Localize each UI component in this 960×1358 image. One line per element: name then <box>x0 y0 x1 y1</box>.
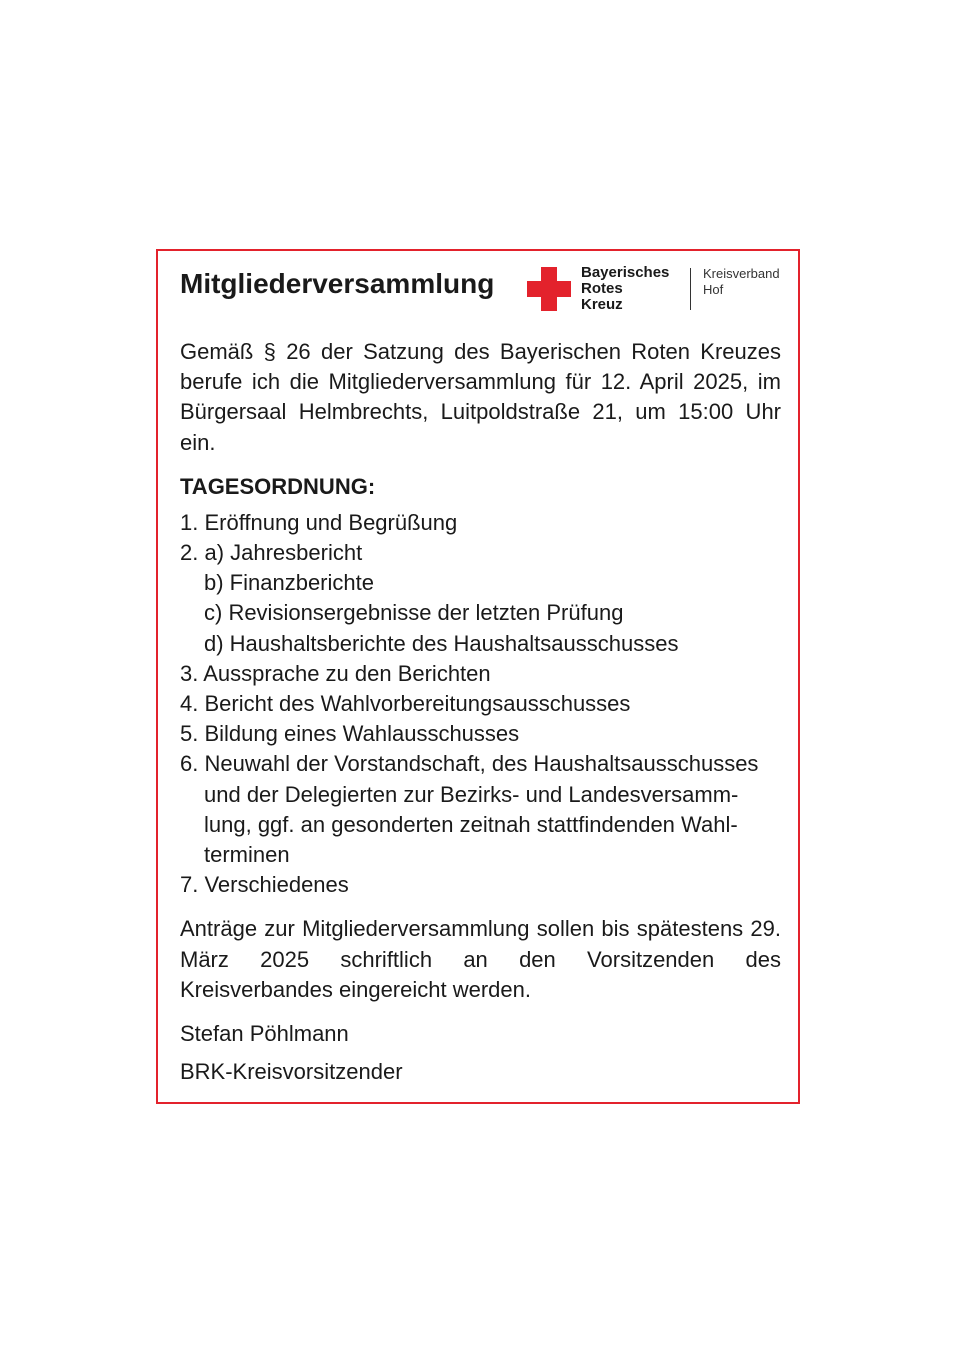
logo-unit-line1: Kreisverband <box>703 266 780 281</box>
logo-divider <box>690 268 691 310</box>
agenda-item-2d: d) Haushaltsberichte des Haushaltsausschusses <box>204 630 679 656</box>
red-cross-icon <box>527 267 571 311</box>
brk-logo <box>527 265 793 313</box>
agenda-item-6-cont-3: terminen <box>204 842 290 868</box>
intro-paragraph: Gemäß § 26 der Satzung des Bayerischen Roten Kreuzes berufe ich die Mitgliederversammlung für 12. April 2025, im Bürgersaal Helmbrechts, Luitpoldstraße 21, um 15:00 Uhr ein. <box>180 339 781 455</box>
agenda-item-6-cont-1: und der Delegierten zur Bezirks- und Landesversamm- <box>204 781 739 807</box>
agenda-item-1: 1. Eröffnung und Begrüßung <box>180 509 458 535</box>
agenda-item-5: 5. Bildung eines Wahlausschusses <box>180 721 520 747</box>
logo-unit-name <box>703 266 780 298</box>
agenda-item-7: 7. Verschiedenes <box>180 872 349 898</box>
agenda-item-2b: b) Finanzberichte <box>204 570 374 596</box>
logo-org-name <box>581 265 669 313</box>
agenda-heading: TAGESORDNUNG: <box>180 473 376 499</box>
signer-name: Stefan Pöhlmann <box>180 1021 349 1047</box>
agenda-item-3: 3. Aussprache zu den Berichten <box>180 660 491 686</box>
notice-body <box>180 337 781 1087</box>
meeting-notice <box>156 249 800 1104</box>
notice-title: Mitgliederversammlung <box>180 268 495 299</box>
agenda-item-6-cont-2: lung, ggf. an gesonderten zeitnah stattfindenden Wahl- <box>204 811 738 837</box>
agenda-list <box>180 508 781 901</box>
logo-name-line3: Kreuz <box>581 296 623 313</box>
logo-name-line2: Rotes <box>581 280 623 297</box>
closing-paragraph: Anträge zur Mitgliederversammlung sollen bis spätestens 29. März 2025 schriftlich an den Vorsitzenden des Kreisverbandes eingereicht werden. <box>180 916 781 1002</box>
agenda-item-2a: 2. a) Jahresbericht <box>180 540 363 566</box>
agenda-item-2c: c) Revisionsergebnisse der letzten Prüfung <box>204 600 624 626</box>
logo-unit-line2: Hof <box>703 282 724 297</box>
signer-title: BRK-Kreisvorsitzender <box>180 1059 403 1085</box>
logo-name-line1: Bayerisches <box>581 264 670 281</box>
agenda-item-6: 6. Neuwahl der Vorstandschaft, des Haushaltsausschusses <box>180 751 759 777</box>
agenda-item-4: 4. Bericht des Wahlvorbereitungsausschusses <box>180 691 631 717</box>
